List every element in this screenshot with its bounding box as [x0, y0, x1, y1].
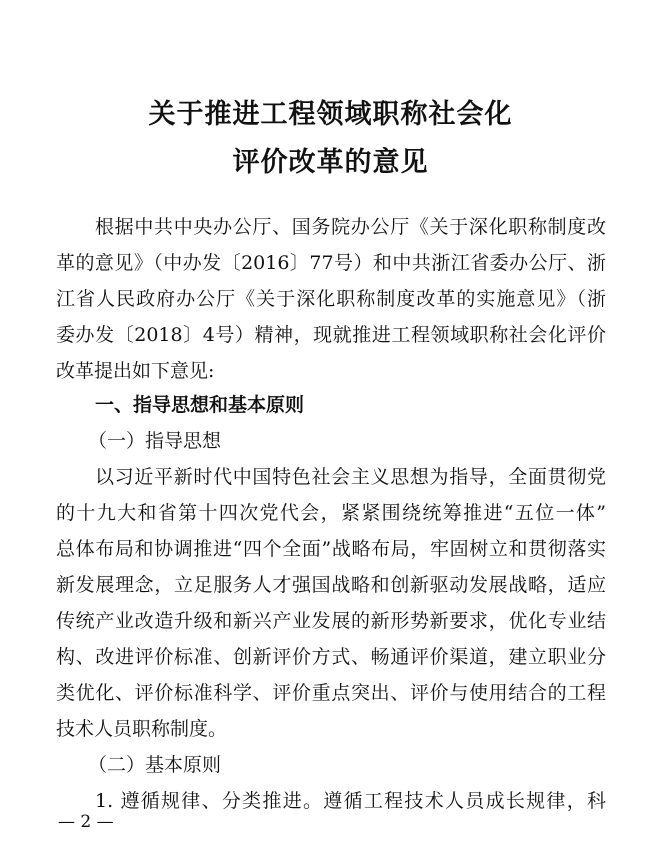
- intro-paragraph-line: 委办发〔2018〕4号）精神，现就推进工程领域职称社会化评价: [56, 324, 606, 346]
- guiding-paragraph-line: 类优化、评价标准科学、评价重点突出、评价与使用结合的工程: [56, 682, 606, 704]
- guiding-paragraph-line: 技术人员职称制度。: [56, 718, 228, 740]
- guiding-paragraph-line: 传统产业改造升级和新兴产业发展的新形势新要求，优化专业结: [56, 610, 606, 632]
- guiding-paragraph-line: 的十九大和省第十四次党代会，紧紧围绕统筹推进“五位一体”: [56, 502, 606, 524]
- intro-paragraph-line: 改革提出如下意见:: [56, 360, 215, 382]
- intro-paragraph-line: 根据中共中央办公厅、国务院办公厅《关于深化职称制度改: [95, 216, 606, 238]
- subsection-heading: （一）指导思想: [88, 430, 222, 452]
- document-title-line-2: 评价改革的意见: [232, 147, 429, 178]
- intro-paragraph-line: 江省人民政府办公厅《关于深化职称制度改革的实施意见》（浙: [56, 288, 606, 310]
- document-title-line-1: 关于推进工程领域职称社会化: [148, 99, 513, 130]
- page-number: — 2 —: [58, 812, 114, 832]
- guiding-paragraph-line: 新发展理念，立足服务人才强国战略和创新驱动发展战略，适应: [56, 574, 606, 596]
- principle-paragraph-line: 1. 遵循规律、分类推进。遵循工程技术人员成长规律，科: [95, 790, 606, 812]
- section-heading: 一、指导思想和基本原则: [95, 394, 305, 416]
- guiding-paragraph-line: 构、改进评价标准、创新评价方式、畅通评价渠道，建立职业分: [56, 646, 606, 668]
- guiding-paragraph-line: 总体布局和协调推进“四个全面”战略布局，牢固树立和贯彻落实: [56, 538, 606, 560]
- subsection-heading: （二）基本原则: [88, 754, 222, 776]
- guiding-paragraph-line: 以习近平新时代中国特色社会主义思想为指导，全面贯彻党: [95, 466, 606, 488]
- intro-paragraph-line: 革的意见》（中办发〔2016〕77号）和中共浙江省委办公厅、浙: [56, 252, 606, 274]
